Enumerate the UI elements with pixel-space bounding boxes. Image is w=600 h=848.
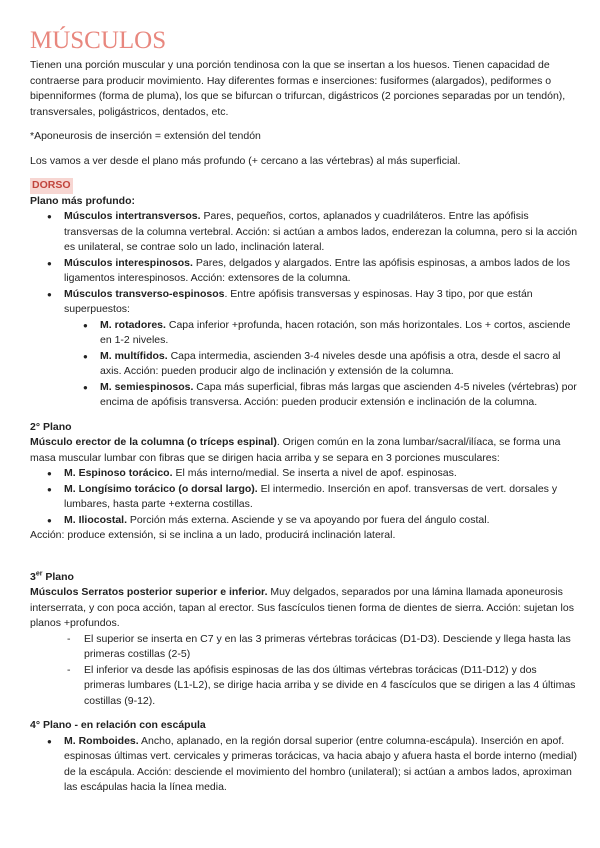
muscle-description: Muy delgados, separados por una lámina llamada aponeurosis interserrata, y con poca acción, tapan al erector. Sus fascículos tienen forma de dientes de sierra. Acción: sujetan los planos +profundos. xyxy=(30,586,574,629)
list-item xyxy=(30,256,578,287)
muscle-description: Capa intermedia, ascienden 3-4 niveles desde una apófisis a otra, desde el sacro al axis. Acción: pueden producir algo de inclinación y extensión de la columna. xyxy=(100,349,561,377)
plane1-list xyxy=(30,209,578,411)
muscle-name: Músculos intertransversos. xyxy=(64,210,201,222)
muscle-description: Pares, pequeños, cortos, aplanados y cuadriláteros. Entre las apófisis transversas de la columna vertebral. Acción: si actúan a ambos lados, enderezan la columna, pero si la acción es unilateral, se contrae solo un lado, inclinación lateral. xyxy=(64,210,578,253)
list-item xyxy=(30,466,578,482)
plane3-list xyxy=(30,632,578,710)
muscle-description: Capa inferior +profunda, hacen rotación, son más horizontales. Los + cortos, asciende en 1-2 niveles. xyxy=(100,318,571,346)
plane2-action: Acción: produce extensión, si se inclina a un lado, producirá inclinación lateral. xyxy=(30,529,396,541)
list-item xyxy=(30,482,578,513)
muscle-name: M. rotadores. xyxy=(100,318,166,331)
muscle-name: M. Iliocostal. xyxy=(64,513,128,526)
muscle-description: Pares, delgados y alargados. Entre las apófisis espinosas, a ambos lados de los ligamentos interespinosos. Acción: extensores de la columna. xyxy=(64,256,571,284)
list-item xyxy=(30,287,578,411)
list-item xyxy=(64,318,578,349)
plane2-heading: 2° Plano xyxy=(30,420,72,433)
plane4-heading: 4° Plano - en relación con escápula xyxy=(30,719,206,731)
page-title: MÚSCULOS xyxy=(30,27,167,54)
muscle-name: Músculos Serratos posterior superior e inferior. xyxy=(30,586,268,598)
muscle-description: El intermedio. Inserción en apof. transversas de vert. dorsales y lumbares, hasta parte +externa costillas. xyxy=(64,482,558,510)
muscle-description: El más interno/medial. Se inserta a nivel de apof. espinosas. xyxy=(172,467,457,479)
plane2-list xyxy=(30,466,578,528)
muscle-description: . Entre apófisis transversas y espinosas. Hay 3 tipo, por que están superpuestos: xyxy=(64,287,533,315)
order-note: Los vamos a ver desde el plano más profundo (+ cercano a las vértebras) al más superficial. xyxy=(30,154,461,167)
muscle-name: M. Romboides. xyxy=(64,734,139,747)
plane2-lead xyxy=(30,435,578,466)
muscle-name: M. Espinoso torácico. xyxy=(64,467,173,479)
section-heading-dorso: DORSO xyxy=(30,178,73,194)
muscle-name: M. Longísimo torácico (o dorsal largo). xyxy=(64,482,258,495)
muscle-description: . Origen común en la zona lumbar/sacral/ilíaca, se forma una masa muscular lumbar con fibras que se dirigen hacia arriba y se separa en 3 porciones musculares: xyxy=(30,436,561,464)
muscle-name: Músculos transverso-espinosos xyxy=(64,287,225,300)
aponeurosis-note: *Aponeurosis de inserción = extensión del tendón xyxy=(30,130,261,142)
plane3-lead xyxy=(30,585,578,632)
plane1-heading: Plano más profundo: xyxy=(30,194,135,207)
muscle-name: M. multífidos. xyxy=(100,349,168,362)
list-item: - El inferior va desde las apófisis espinosas de las dos últimas vértebras torácicas (D11-D12) y dos primeras lumbares (L1-L2), se dirige hacia arriba y se divide en 4 fascículos que se dirigen a las 4 últimas costillas (9-12). xyxy=(30,663,578,710)
list-item: - El superior se inserta en C7 y en las 3 primeras vértebras torácicas (D1-D3). Desciende y llega hasta las primeras costillas (2-5) xyxy=(30,632,578,663)
plane3-heading: 3er Plano xyxy=(30,570,74,583)
list-item xyxy=(30,209,578,256)
muscle-name: M. semiespinosos. xyxy=(100,380,194,393)
list-item xyxy=(64,380,578,411)
plane4-list xyxy=(30,734,578,796)
muscle-description: Porción más externa. Asciende y se va apoyando por fuera del ángulo costal. xyxy=(127,513,490,526)
muscle-name: Músculos interespinosos. xyxy=(64,256,193,269)
muscle-name: Músculo erector de la columna (o tríceps espinal) xyxy=(30,436,277,448)
transverso-espinosos-sublist xyxy=(64,318,578,411)
muscle-description: Ancho, aplanado, en la región dorsal superior (entre columna-escápula). Inserción en apof. espinosas últimas vert. cervicales y primeras torácicas, va hacia abajo y afuera hasta el borde interno (medial) de la escápula. Acción: desciende el movimiento del hombro (unilateral); si actúan a ambos lados, aproximan las escápulas hacia la línea media. xyxy=(64,734,577,793)
list-item xyxy=(30,734,578,796)
list-item xyxy=(30,513,578,529)
muscle-description: Capa más superficial, fibras más largas que ascienden 4-5 niveles (vértebras) por encima de apófisis transversa. Acción: pueden producir extensión e inclinación de la columna. xyxy=(100,380,577,408)
intro-paragraph: Tienen una porción muscular y una porción tendinosa con la que se insertan a los huesos. Tienen capacidad de contraerse para producir movimiento. Hay diferentes formas e inserciones: fusiformes (alargados), pediformes o bipenniformes (forma de pluma), los que se bifurcan o trifurcan, digástricos (2 porciones separadas por un tendón), transversales, poligástricos, dentados, etc. xyxy=(30,59,566,118)
list-item xyxy=(64,349,578,380)
